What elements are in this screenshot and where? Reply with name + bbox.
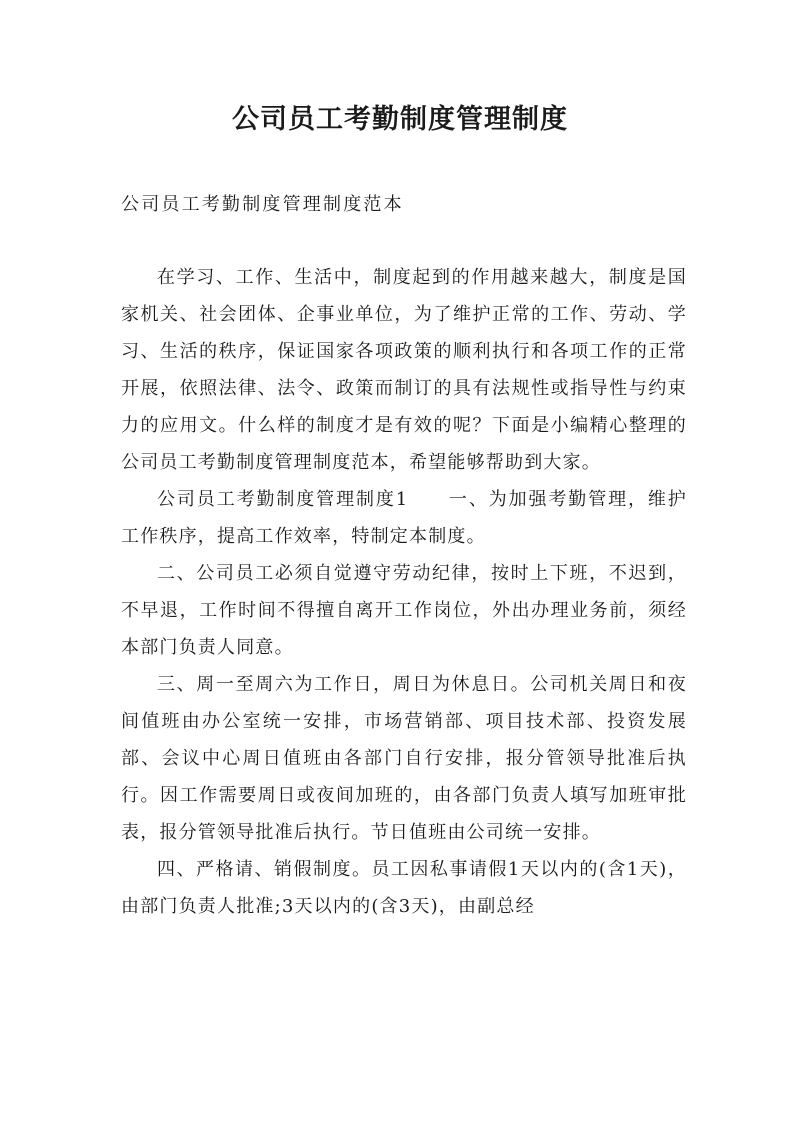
document-title: 公司员工考勤制度管理制度 (232, 104, 568, 135)
paragraph-clause-4: 四、严格请、销假制度。员工因私事请假1天以内的(含1天)，由部门负责人批准;3天以内的(含3天)，由副总经 (121, 859, 687, 917)
paragraph-clause-2: 二、公司员工必须自觉遵守劳动纪律，按时上下班，不迟到，不早退，工作时间不得擅自离开工作岗位，外出办理业务前，须经本部门负责人同意。 (121, 563, 687, 658)
paragraph-clause-3: 三、周一至周六为工作日，周日为休息日。公司机关周日和夜间值班由办公室统一安排，市场营销部、项目技术部、投资发展部、会议中心周日值班由各部门自行安排，报分管领导批准后执行。因工作需要周日或夜间加班的，由各部门负责人填写加班审批表，报分管领导批准后执行。节日值班由公司统一安排。 (121, 674, 687, 843)
paragraph-intro: 在学习、工作、生活中，制度起到的作用越来越大，制度是国家机关、社会团体、企事业单位，为了维护正常的工作、劳动、学习、生活的秩序，保证国家各项政策的顺利执行和各项工作的正常开展，依照法律、法令、政策而制订的具有法规性或指导性与约束力的应用文。什么样的制度才是有效的呢？下面是小编精心整理的公司员工考勤制度管理制度范本，希望能够帮助到大家。 (121, 267, 687, 473)
paragraph-clause-1: 公司员工考勤制度管理制度1 一、为加强考勤管理，维护工作秩序，提高工作效率，特制定本制度。 (121, 489, 687, 547)
document-body (121, 259, 687, 925)
document-subtitle: 公司员工考勤制度管理制度范本 (121, 194, 404, 215)
